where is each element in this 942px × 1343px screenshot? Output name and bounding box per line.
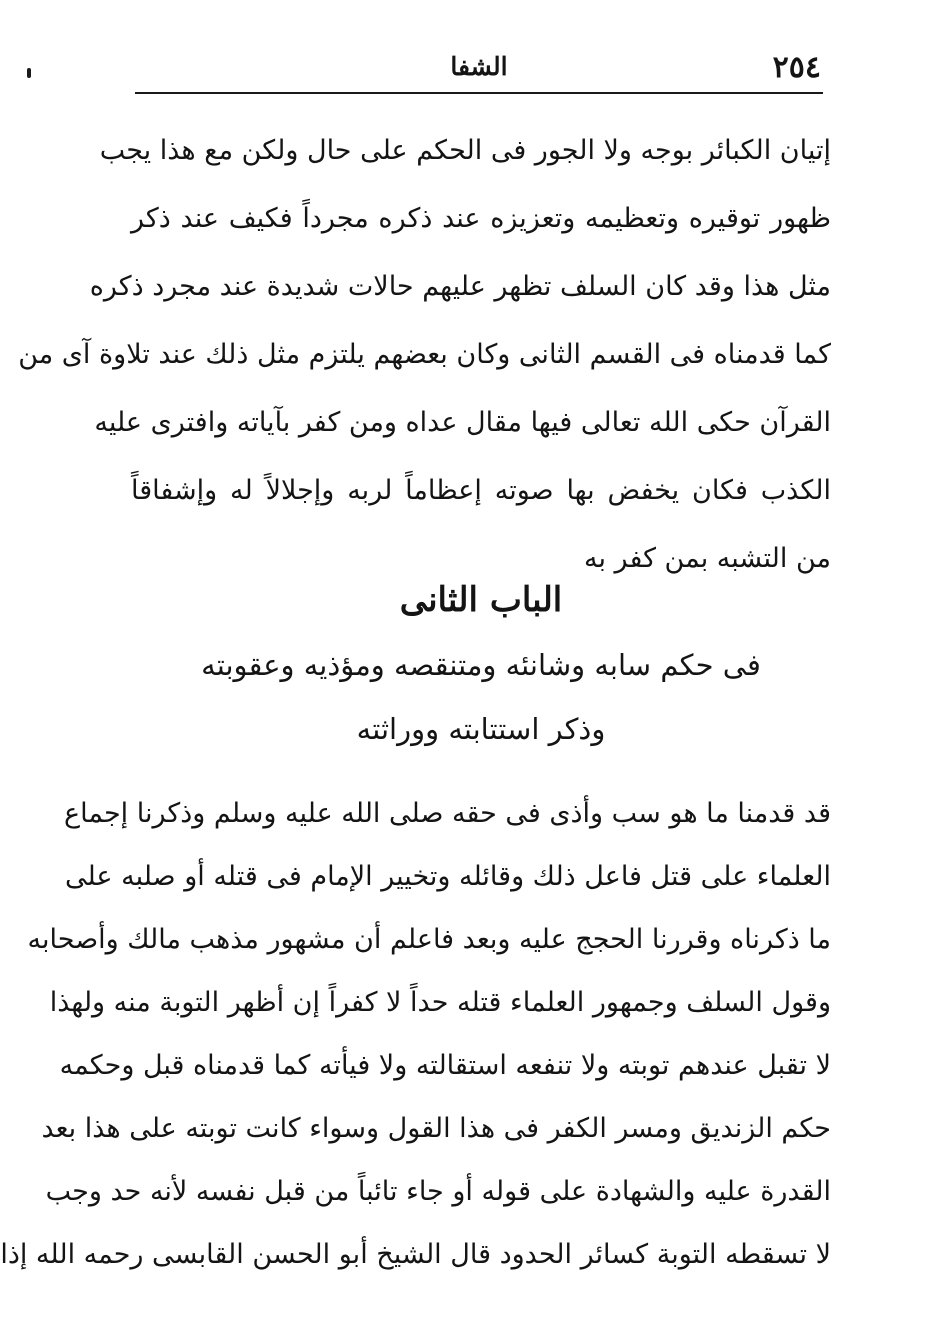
text-line: كما قدمناه فى القسم الثانى وكان بعضهم يلتزم مثل ذلك عند تلاوة آى من	[18, 339, 831, 370]
page-header	[135, 40, 823, 94]
paragraph-2	[0, 782, 831, 1286]
text-line: وقول السلف وجمهور العلماء قتله حداً لا كفراً إن أظهر التوبة منه ولهذا	[49, 987, 831, 1018]
text-line: القرآن حكى الله تعالى فيها مقال عداه ومن كفر بآياته وافترى عليه	[94, 407, 831, 438]
page-number: ٢٥٤	[772, 50, 821, 85]
text-line: مثل هذا وقد كان السلف تظهر عليهم حالات شديدة عند مجرد ذكره	[89, 271, 831, 302]
chapter-subtitle-line-1: فى حكم سابه وشانئه ومتنقصه ومؤذيه وعقوبته	[201, 648, 761, 682]
text-line: العلماء على قتل فاعل ذلك وقائله وتخيير الإمام فى قتله أو صلبه على	[64, 861, 831, 892]
text-line: ما ذكرناه وقررنا الحجج عليه وبعد فاعلم أن مشهور مذهب مالك وأصحابه	[27, 924, 831, 955]
paragraph-1	[18, 117, 831, 593]
text-line: لا تقبل عندهم توبته ولا تنفعه استقالته ولا فيأته كما قدمناه قبل وحكمه	[59, 1050, 831, 1081]
page-edge-mark	[27, 68, 31, 78]
text-line: من التشبه بمن كفر به	[583, 543, 831, 574]
chapter-subtitle-line-2: وذكر استتابته ووراثته	[356, 712, 606, 746]
text-line: قد قدمنا ما هو سب وأذى فى حقه صلى الله عليه وسلم وذكرنا إجماع	[64, 798, 831, 829]
text-line: لا تسقطه التوبة كسائر الحدود قال الشيخ أبو الحسن القابسى رحمه الله إذا	[0, 1239, 831, 1270]
text-line: إتيان الكبائر بوجه ولا الجور فى الحكم على حال ولكن مع هذا يجب	[99, 135, 831, 166]
text-line: الكذب فكان يخفض بها صوته إعظاماً لربه وإجلالاً له وإشفاقاً	[131, 475, 831, 506]
text-line: ظهور توقيره وتعظيمه وتعزيزه عند ذكره مجرداً فكيف عند ذكر	[131, 203, 831, 234]
text-line: حكم الزنديق ومسر الكفر فى هذا القول وسواء كانت توبته على هذا بعد	[41, 1113, 831, 1144]
chapter-heading: الباب الثانى	[399, 580, 563, 620]
running-title: الشفا	[450, 52, 508, 81]
text-line: القدرة عليه والشهادة على قوله أو جاء تائباً من قبل نفسه لأنه حد وجب	[45, 1176, 831, 1207]
